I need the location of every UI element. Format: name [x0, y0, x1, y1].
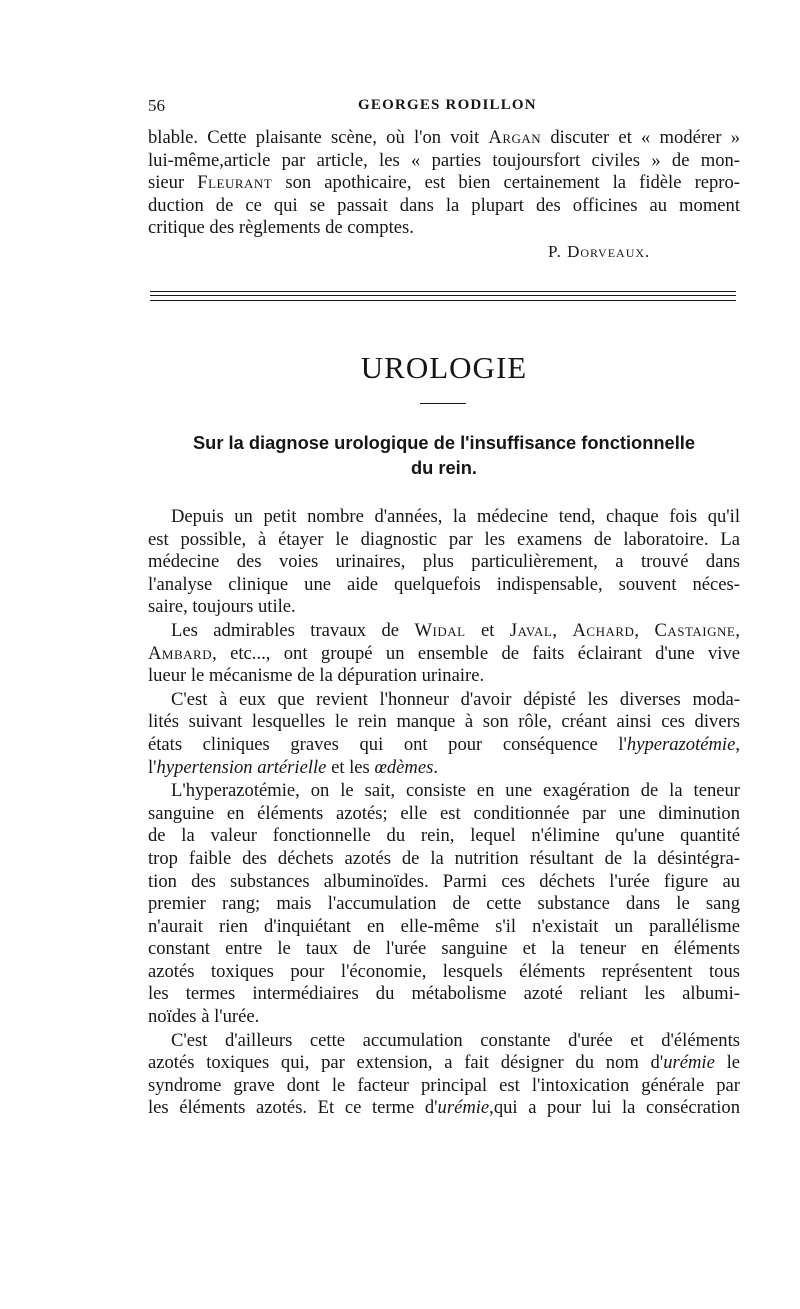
text-line: azotés toxiques qui, par extension, a fait désigner du nom d'urémie le — [148, 1052, 740, 1074]
author-name: Achard — [572, 619, 635, 641]
text-line: noïdes à l'urée. — [148, 1006, 260, 1028]
previous-article-text — [148, 127, 740, 240]
article-heading-line: du rein. — [410, 457, 478, 478]
running-title: GEORGES RODILLON — [358, 97, 537, 113]
page-number: 56 — [148, 96, 165, 115]
text-line: constant entre le taux de l'urée sanguine et la teneur en éléments — [148, 938, 740, 960]
title-underline — [420, 403, 466, 404]
text-line: critique des règlements de comptes. — [148, 217, 414, 239]
text-line: azotés toxiques pour l'économie, lesquels éléments représentent tous — [148, 960, 740, 982]
author-name: Ambard — [148, 642, 213, 664]
text-line: l'analyse clinique une aide quelquefois indispensable, souvent néces- — [148, 573, 740, 595]
text-line: premier rang; mais l'accumulation de cette substance dans le sang — [148, 893, 740, 915]
author-name: Javal — [509, 619, 553, 641]
text-line: Depuis un petit nombre d'années, la médecine tend, chaque fois qu'il — [171, 506, 740, 527]
text-line: sanguine en éléments azotés; elle est conditionnée par une diminution — [148, 802, 740, 824]
section-divider — [150, 295, 736, 296]
author-name: Castaigne — [654, 619, 736, 641]
text-line: Ambard, etc..., ont groupé un ensemble de faits éclairant d'une vive — [148, 642, 740, 664]
text-line: lueur le mécanisme de la dépuration urinaire. — [148, 665, 485, 687]
text-line: saire, toujours utile. — [148, 596, 296, 618]
text-line: L'hyperazotémie, on le sait, consiste en une exagération de la teneur — [171, 780, 740, 802]
section-title: UROLOGIE — [360, 350, 528, 385]
text-line: est possible, à étayer le diagnostic par les examens de laboratoire. La — [148, 528, 740, 550]
section-divider — [150, 300, 736, 301]
text-line: syndrome grave dont le facteur principal est l'intoxication générale par — [148, 1074, 740, 1096]
text-line: duction de ce qui se passait dans la plupart des officines au moment — [148, 194, 740, 216]
signature: P. Dorveaux. — [548, 242, 651, 261]
section-divider — [150, 291, 736, 292]
text-line: Les admirables travaux de Widal et Javal, Achard, Castaigne, — [171, 619, 741, 641]
italic-term: urémie — [663, 1052, 715, 1074]
text-line: trop faible des déchets azotés de la nutrition résultant de la désintégra- — [148, 847, 740, 869]
text-line: lui-même,article par article, les « parties toujoursfort civiles » de mon- — [148, 149, 740, 171]
text-line: de la valeur fonctionnelle du rein, lequel n'élimine qu'une quantité — [148, 825, 740, 847]
text-line: lités suivant lesquelles le rein manque à son rôle, créant ainsi ces divers — [148, 711, 740, 733]
author-name: Argan — [488, 127, 542, 148]
article-heading-line: Sur la diagnose urologique de l'insuffisance fonctionnelle — [192, 432, 696, 453]
text-line: n'aurait rien d'inquiétant en elle-même s'il n'existait un parallélisme — [148, 915, 740, 937]
italic-term: œdèmes — [374, 756, 434, 778]
author-name: Widal — [414, 619, 466, 641]
text-line: l'hypertension artérielle et les œdèmes. — [148, 756, 438, 778]
text-line: états cliniques graves qui ont pour conséquence l'hyperazotémie, — [148, 733, 740, 755]
text-line: les termes intermédiaires du métabolisme azoté reliant les albumi- — [148, 983, 740, 1005]
author-name: Fleurant — [197, 172, 273, 194]
article-body — [148, 506, 740, 1120]
running-head — [148, 96, 740, 118]
text-line: C'est d'ailleurs cette accumulation constante d'urée et d'éléments — [171, 1029, 740, 1051]
italic-term: hyperazotémie — [626, 733, 736, 755]
text-line: tion des substances albuminoïdes. Parmi ces déchets l'urée figure au — [148, 870, 740, 892]
text-line: médecine des voies urinaires, plus particulièrement, a trouvé dans — [148, 551, 740, 573]
article-heading — [148, 430, 740, 480]
text-line: sieur Fleurant son apothicaire, est bien certainement la fidèle repro- — [148, 172, 740, 194]
text-line: blable. Cette plaisante scène, où l'on voit Argan discuter et « modérer » — [148, 127, 741, 148]
text-line: C'est à eux que revient l'honneur d'avoir dépisté les diverses moda- — [171, 688, 740, 710]
text-line: les éléments azotés. Et ce terme d'urémie,qui a pour lui la consécration — [148, 1097, 740, 1119]
italic-term: hypertension artérielle — [156, 756, 327, 778]
italic-term: urémie — [437, 1097, 490, 1119]
